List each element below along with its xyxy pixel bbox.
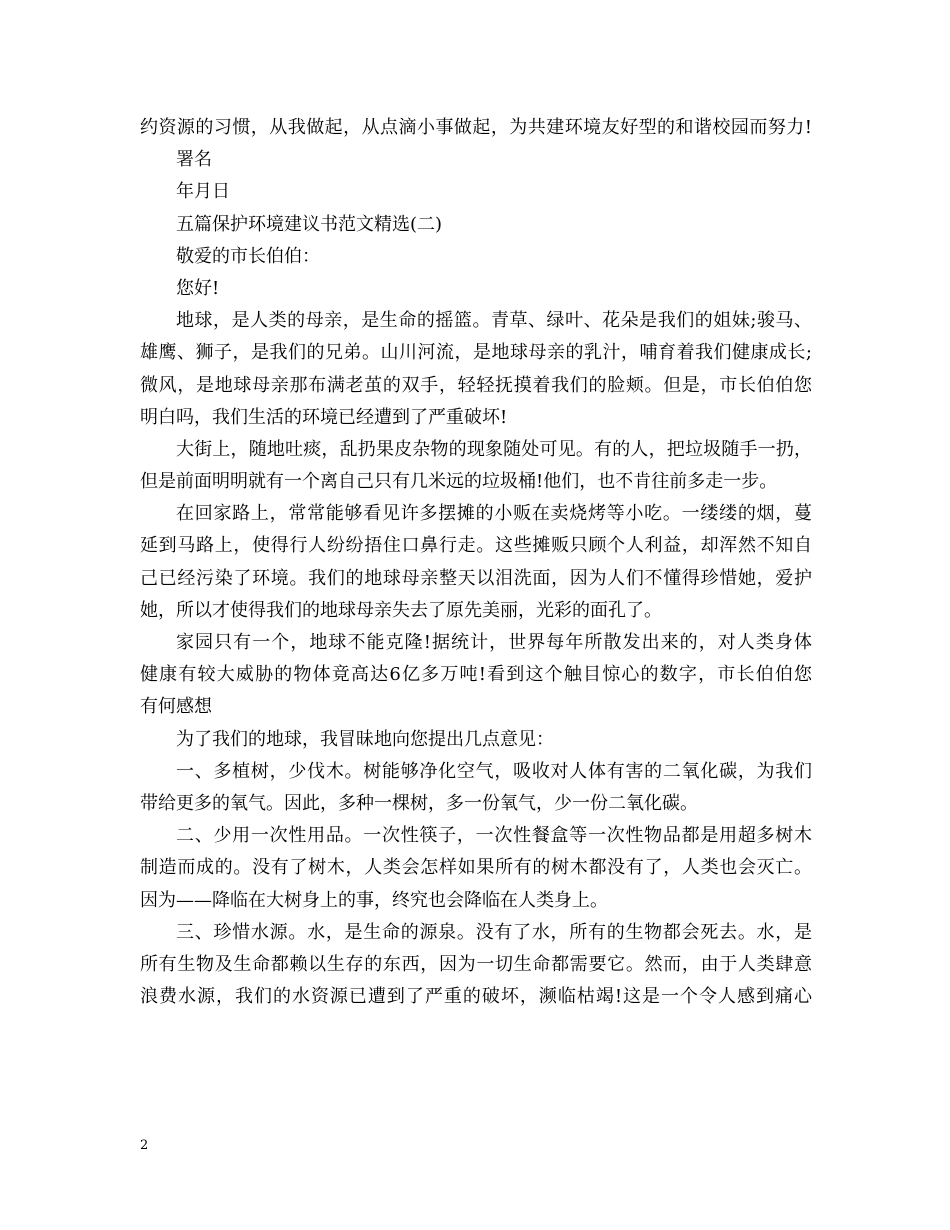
text-line: 二、少用一次性用品。一次性筷子，一次性餐盒等一次性物品都是用超多树木	[176, 825, 812, 847]
text-line: 有何感想	[140, 696, 212, 718]
text-line: 延到马路上，使得行人纷纷捂住口鼻行走。这些摊贩只顾个人利益，却浑然不知自	[140, 535, 812, 557]
document-body	[140, 112, 812, 1013]
page-number: 2	[140, 1138, 149, 1153]
text-line: 微风，是地球母亲那布满老茧的双手，轻轻抚摸着我们的脸颊。但是，市长伯伯您	[140, 374, 812, 396]
text-line: 大街上，随地吐痰，乱扔果皮杂物的现象随处可见。有的人，把垃圾随手一扔，	[176, 438, 812, 460]
signature-label: 署名	[176, 149, 212, 171]
section-title: 五篇保护环境建议书范文精选(二)	[176, 213, 443, 235]
text-line: 己已经污染了环境。我们的地球母亲整天以泪洗面，因为人们不懂得珍惜她，爱护	[140, 567, 812, 589]
text-line: 三、珍惜水源。水，是生命的源泉。没有了水，所有的生物都会死去。水，是	[176, 921, 812, 943]
text-line: 明白吗，我们生活的环境已经遭到了严重破坏!	[140, 406, 508, 428]
text-line: 地球，是人类的母亲，是生命的摇篮。青草、绿叶、花朵是我们的姐妹;骏马、	[176, 310, 812, 332]
text-line: 她，所以才使得我们的地球母亲失去了原先美丽，光彩的面孔了。	[140, 599, 662, 621]
text-line: 为了我们的地球，我冒昧地向您提出几点意见：	[176, 728, 554, 750]
text-line: 带给更多的氧气。因此，多种一棵树，多一份氧气，少一份二氧化碳。	[140, 792, 698, 814]
text-line: 雄鹰、狮子，是我们的兄弟。山川河流，是地球母亲的乳汁，哺育着我们健康成长;	[140, 342, 812, 364]
text-line: 家园只有一个，地球不能克隆!据统计，世界每年所散发出来的，对人类身体	[176, 632, 812, 653]
text-line: 在回家路上，常常能够看见许多摆摊的小贩在卖烧烤等小吃。一缕缕的烟，蔓	[176, 503, 812, 525]
text-line: 约资源的习惯，从我做起，从点滴小事做起，为共建环境友好型的和谐校园而努力!	[140, 117, 812, 138]
text-line: 一、多植树，少伐木。树能够净化空气，吸收对人体有害的二氧化碳，为我们	[176, 760, 812, 782]
greeting: 您好!	[176, 277, 220, 299]
date-label: 年月日	[176, 181, 230, 203]
salutation: 敬爱的市长伯伯：	[176, 245, 320, 267]
text-line: 制造而成的。没有了树木，人类会怎样如果所有的树木都没有了，人类也会灭亡。	[140, 857, 812, 879]
text-line: 因为——降临在大树身上的事，终究也会降临在人类身上。	[140, 889, 608, 911]
text-line: 但是前面明明就有一个离自己只有几米远的垃圾桶!他们，也不肯往前多走一步。	[140, 471, 778, 493]
text-line: 所有生物及生命都赖以生存的东西，因为一切生命都需要它。然而，由于人类肆意	[140, 953, 812, 975]
text-line: 浪费水源，我们的水资源已遭到了严重的破坏，濒临枯竭!这是一个令人感到痛心	[140, 986, 812, 1008]
text-line: 健康有较大威胁的物体竟高达6亿多万吨!看到这个触目惊心的数字，市长伯伯您	[140, 664, 812, 686]
